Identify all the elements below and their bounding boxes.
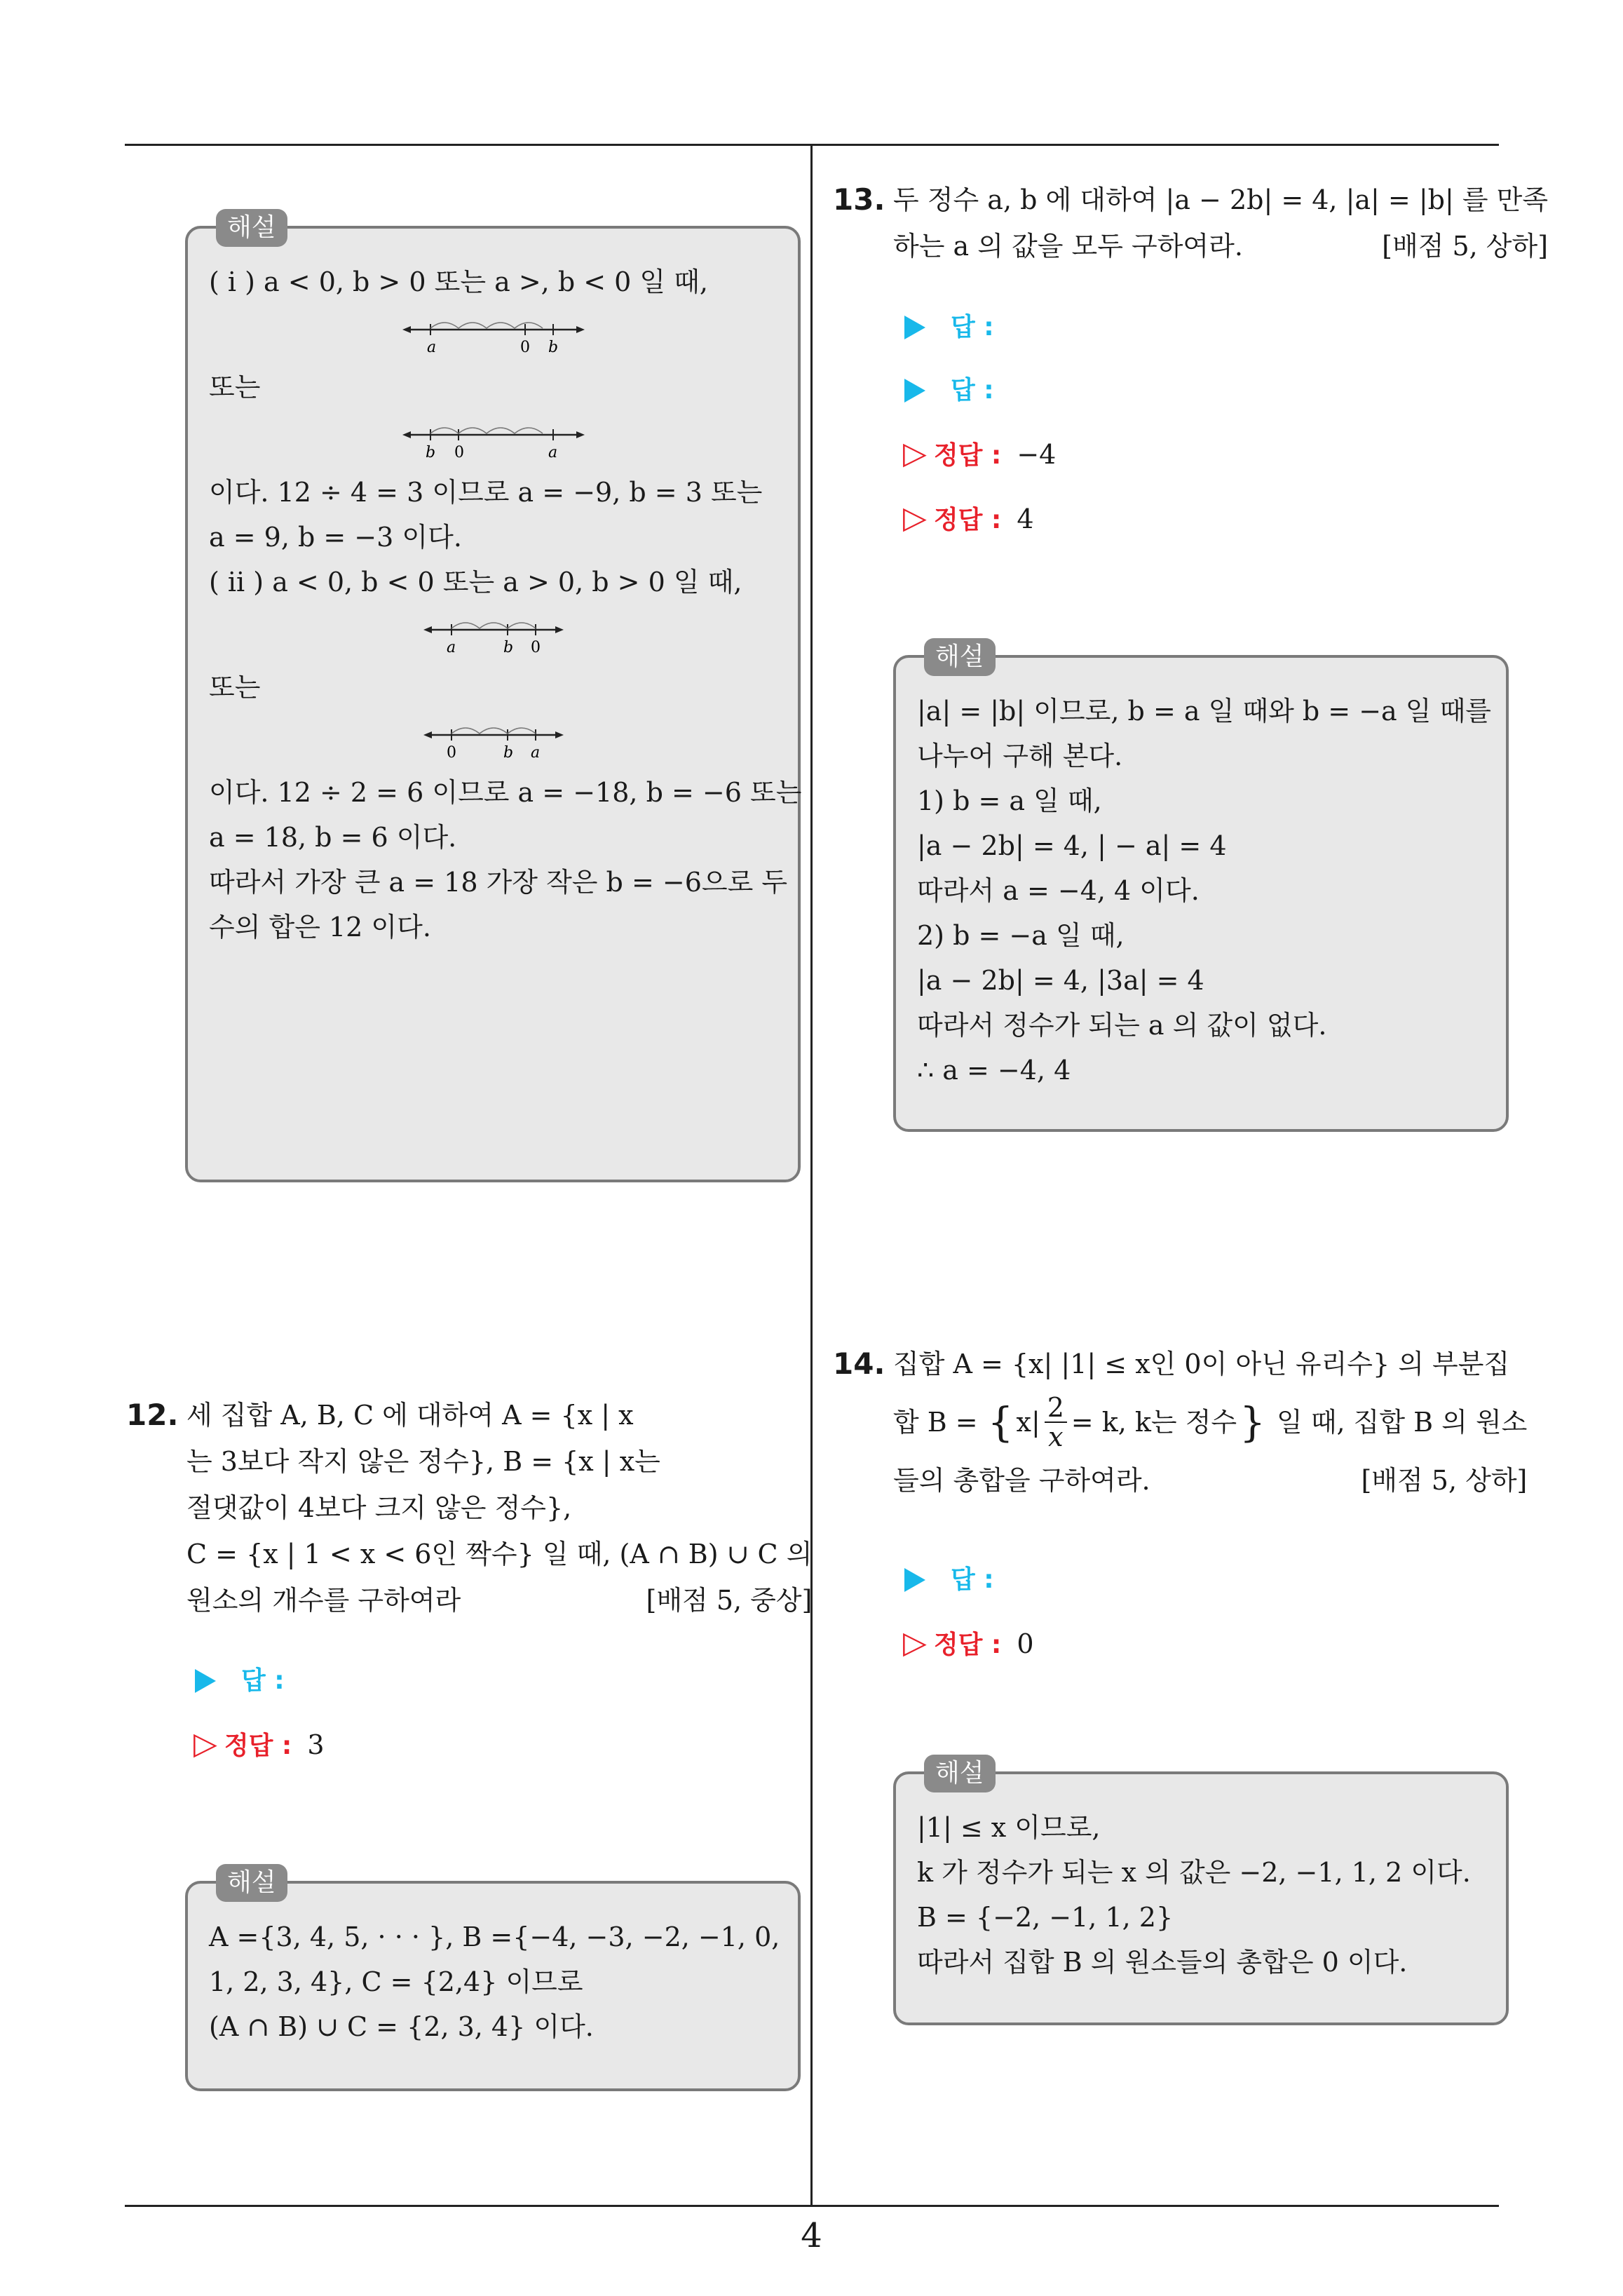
number-line-label: b	[426, 444, 436, 461]
play-icon	[904, 1568, 925, 1592]
solution-line: k 가 정수가 되는 x 의 값은 −2, −1, 1, 2 이다.	[917, 1857, 1471, 1888]
outline-triangle-icon: ▷	[903, 500, 927, 536]
problem-points: [배점 5, 상하]	[1382, 231, 1549, 262]
number-line-label: 0	[531, 639, 541, 656]
number-line-label: b	[503, 639, 514, 656]
solution-line: A ={3, 4, 5, · · · }, B ={−4, −3, −2, −1, 0,	[209, 1922, 780, 1952]
number-line-diagram	[402, 309, 585, 358]
problem-number: 12.	[126, 1398, 179, 1432]
number-line-diagram	[402, 414, 585, 463]
answer-field-12[interactable]	[195, 1663, 285, 1699]
answer-label: 답 :	[951, 376, 994, 405]
problem-12	[126, 1392, 813, 1623]
set-condition: = k, k는 정수	[1071, 1407, 1237, 1438]
outline-triangle-icon: ▷	[193, 1726, 217, 1762]
number-line-label: a	[531, 744, 541, 762]
correct-label: 정답 :	[933, 1630, 1002, 1659]
problem-line: C = {x | 1 < x < 6인 짝수} 일 때, (A ∩ B) ∪ C 의	[186, 1539, 813, 1569]
correct-answer-13b	[903, 501, 1034, 536]
solution-line: 이다. 12 ÷ 2 = 6 이므로 a = −18, b = −6 또는	[209, 777, 802, 808]
solution-line: 따라서 집합 B 의 원소들의 총합은 0 이다.	[917, 1947, 1408, 1978]
solution-line: 수의 합은 12 이다.	[209, 912, 431, 943]
solution-box-14	[893, 1759, 1509, 2025]
problem-14: 14. 집합 A = {x| |1| ≤ x인 0이 아닌 유리수} 의 부분집 합 B = { x| 2 x = k, k는 정수 } 일 때, 집합 B 의 원소 들의 총합을 구하여라. [배점 5, 상하]	[833, 1341, 1507, 1504]
correct-value: −4	[1017, 439, 1057, 470]
solution-line: 따라서 가장 큰 a = 18 가장 작은 b = −6으로 두	[209, 867, 788, 898]
answer-label: 답 :	[241, 1666, 285, 1695]
problem-line: 들의 총합을 구하여라.	[893, 1465, 1150, 1496]
solution-line: |a| = |b| 이므로, b = a 일 때와 b = −a 일 때를	[917, 696, 1491, 727]
solution-line: B = {−2, −1, 1, 2}	[917, 1902, 1174, 1933]
number-line-diagram	[423, 714, 564, 763]
answer-label: 답 :	[951, 313, 994, 342]
solution-line: |a − 2b| = 4, | − a| = 4	[917, 830, 1227, 861]
fraction	[1045, 1393, 1067, 1451]
number-line-label: a	[447, 639, 456, 656]
problem-line: 는 3보다 작지 않은 정수}, B = {x | x는	[186, 1446, 660, 1477]
page-number: 4	[801, 2216, 822, 2255]
problem-13	[833, 177, 1549, 269]
solution-box-11	[185, 213, 802, 1182]
solution-tag: 해설	[216, 209, 287, 247]
solution-line: 따라서 a = −4, 4 이다.	[917, 875, 1200, 906]
solution-line: 따라서 정수가 되는 a 의 값이 없다.	[917, 1010, 1327, 1041]
solution-line: ( i ) a < 0, b > 0 또는 a >, b < 0 일 때,	[209, 266, 708, 297]
solution-line: 1, 2, 3, 4}, C = {2,4} 이므로	[209, 1966, 583, 1997]
solution-line: a = 18, b = 6 이다.	[209, 822, 457, 853]
solution-box-13	[893, 642, 1509, 1132]
correct-answer-13a	[903, 436, 1056, 471]
answer-field-14[interactable]	[904, 1562, 994, 1598]
problem-number: 14.	[833, 1346, 885, 1381]
solution-line: 나누어 구해 본다.	[917, 741, 1123, 771]
correct-answer-14	[903, 1626, 1034, 1661]
problem-line: 일 때, 집합 B 의 원소	[1277, 1407, 1528, 1438]
number-line-label: a	[427, 339, 437, 356]
solution-line: 1) b = a 일 때,	[917, 785, 1102, 816]
fraction-denominator: x	[1048, 1422, 1064, 1452]
number-line-label: 0	[447, 744, 456, 762]
outline-triangle-icon: ▷	[903, 435, 927, 471]
solution-line: 2) b = −a 일 때,	[917, 920, 1125, 951]
correct-value: 3	[307, 1729, 325, 1760]
column-divider	[810, 145, 813, 2206]
problem-line: 하는 a 의 값을 모두 구하여라.	[893, 231, 1243, 262]
answer-field-13a[interactable]	[904, 310, 994, 345]
solution-line: 또는	[209, 372, 261, 403]
solution-line: 이다. 12 ÷ 4 = 3 이므로 a = −9, b = 3 또는	[209, 477, 763, 508]
problem-number: 13.	[833, 182, 885, 217]
solution-line: |1| ≤ x 이므로,	[917, 1812, 1101, 1843]
problem-line: 절댓값이 4보다 크지 않은 정수},	[186, 1492, 572, 1523]
solution-line: ∴ a = −4, 4	[917, 1055, 1071, 1086]
number-line-label: 0	[520, 339, 530, 356]
play-icon	[195, 1669, 216, 1693]
problem-line: 세 집합 A, B, C 에 대하여 A = {x | x	[186, 1400, 634, 1431]
solution-line: a = 9, b = −3 이다.	[209, 522, 462, 553]
answer-field-13b[interactable]	[904, 373, 994, 408]
solution-line: ( ii ) a < 0, b < 0 또는 a > 0, b > 0 일 때,	[209, 567, 742, 597]
correct-value: 4	[1017, 504, 1034, 534]
solution-line: |a − 2b| = 4, |3a| = 4	[917, 965, 1204, 996]
solution-tag: 해설	[924, 638, 996, 676]
problem-points: [배점 5, 중상]	[646, 1585, 813, 1616]
solution-line: 또는	[209, 672, 261, 703]
problem-line: 집합 A = {x| |1| ≤ x인 0이 아닌 유리수} 의 부분집	[893, 1349, 1510, 1379]
problem-line: 두 정수 a, b 에 대하여 |a − 2b| = 4, |a| = |b| 를 만족	[893, 184, 1549, 215]
number-line-label: a	[548, 444, 558, 461]
problem-points: [배점 5, 상하]	[1361, 1465, 1528, 1496]
problem-line: 합 B =	[893, 1407, 978, 1438]
correct-answer-12	[193, 1727, 325, 1762]
number-line-label: 0	[454, 444, 464, 461]
solution-box-12	[185, 1868, 801, 2091]
correct-label: 정답 :	[224, 1731, 292, 1760]
play-icon	[904, 316, 925, 339]
fraction-numerator: 2	[1047, 1392, 1064, 1423]
problem-line: 원소의 개수를 구하여라	[186, 1585, 461, 1616]
solution-tag: 해설	[216, 1864, 287, 1902]
number-line-diagram	[423, 609, 564, 658]
bottom-rule	[125, 2205, 1499, 2207]
correct-label: 정답 :	[933, 506, 1002, 534]
outline-triangle-icon: ▷	[903, 1625, 927, 1661]
number-line-label: b	[503, 744, 514, 762]
solution-line: (A ∩ B) ∪ C = {2, 3, 4} 이다.	[209, 2011, 594, 2042]
number-line-label: b	[548, 339, 559, 356]
correct-label: 정답 :	[933, 441, 1002, 470]
solution-tag: 해설	[924, 1755, 996, 1792]
play-icon	[904, 379, 925, 403]
correct-value: 0	[1017, 1628, 1034, 1659]
answer-label: 답 :	[951, 1565, 994, 1594]
set-variable: x|	[1016, 1407, 1040, 1438]
